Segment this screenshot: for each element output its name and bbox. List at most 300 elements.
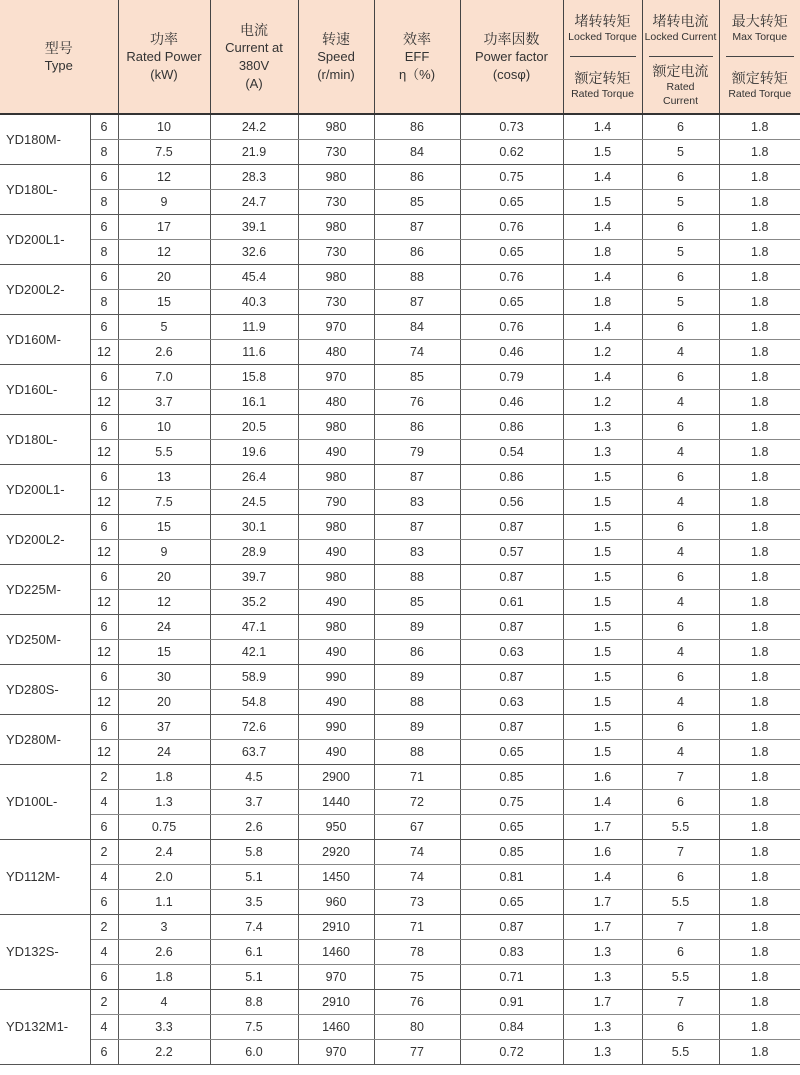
max-torque-ratio-cell: 1.8: [719, 389, 800, 414]
current-cell: 45.4: [210, 264, 298, 289]
model-cell: YD160M-: [0, 314, 90, 364]
power-factor-cell: 0.57: [460, 539, 563, 564]
max-torque-ratio-cell: 1.8: [719, 314, 800, 339]
table-row: [0, 814, 800, 839]
max-torque-ratio-cell: 1.8: [719, 289, 800, 314]
max-torque-ratio-cell: 1.8: [719, 164, 800, 189]
efficiency-cell: 67: [374, 814, 460, 839]
rated-power-cell: 12: [118, 164, 210, 189]
current-cell: 39.7: [210, 564, 298, 589]
speed-cell: 950: [298, 814, 374, 839]
speed-cell: 730: [298, 289, 374, 314]
power-factor-cell: 0.56: [460, 489, 563, 514]
max-torque-ratio-cell: 1.8: [719, 264, 800, 289]
current-cell: 30.1: [210, 514, 298, 539]
power-factor-cell: 0.84: [460, 1014, 563, 1039]
max-torque-ratio-cell: 1.8: [719, 114, 800, 139]
locked-torque-ratio-header: 堵转转矩 Locked Torque 额定转矩 Rated Torque: [563, 0, 642, 114]
efficiency-cell: 88: [374, 689, 460, 714]
locked-current-ratio-cell: 5: [642, 139, 719, 164]
poles-cell: 8: [90, 289, 118, 314]
max-torque-ratio-cell: 1.8: [719, 964, 800, 989]
poles-cell: 12: [90, 439, 118, 464]
power-factor-cell: 0.76: [460, 264, 563, 289]
locked-torque-ratio-cell: 1.3: [563, 939, 642, 964]
power-factor-cell: 0.87: [460, 714, 563, 739]
power-factor-cell: 0.72: [460, 1039, 563, 1064]
speed-cell: 1460: [298, 939, 374, 964]
max-torque-ratio-cell: 1.8: [719, 439, 800, 464]
speed-cell: 2900: [298, 764, 374, 789]
speed-cell: 490: [298, 589, 374, 614]
table-row: [0, 1039, 800, 1064]
efficiency-cell: 86: [374, 114, 460, 139]
power-factor-cell: 0.79: [460, 364, 563, 389]
model-cell: YD250M-: [0, 614, 90, 664]
current-cell: 3.5: [210, 889, 298, 914]
power-factor-cell: 0.75: [460, 164, 563, 189]
current-cell: 4.5: [210, 764, 298, 789]
rated-power-cell: 13: [118, 464, 210, 489]
efficiency-cell: 85: [374, 364, 460, 389]
locked-current-ratio-cell: 6: [642, 614, 719, 639]
locked-current-ratio-cell: 5.5: [642, 889, 719, 914]
current-cell: 63.7: [210, 739, 298, 764]
rated-power-cell: 1.1: [118, 889, 210, 914]
rated-power-cell: 0.75: [118, 814, 210, 839]
locked-current-ratio-cell: 6: [642, 564, 719, 589]
max-torque-ratio-cell: 1.8: [719, 514, 800, 539]
current-cell: 19.6: [210, 439, 298, 464]
max-torque-ratio-cell: 1.8: [719, 564, 800, 589]
table-row: [0, 664, 800, 689]
max-torque-ratio-cell: 1.8: [719, 914, 800, 939]
max-torque-ratio-cell: 1.8: [719, 189, 800, 214]
power-factor-cell: 0.65: [460, 239, 563, 264]
locked-current-ratio-cell: 7: [642, 914, 719, 939]
locked-current-ratio-cell: 6: [642, 514, 719, 539]
max-torque-ratio-cell: 1.8: [719, 939, 800, 964]
efficiency-cell: 76: [374, 989, 460, 1014]
power-factor-cell: 0.76: [460, 314, 563, 339]
poles-cell: 6: [90, 514, 118, 539]
locked-current-ratio-cell: 6: [642, 939, 719, 964]
speed-cell: 970: [298, 364, 374, 389]
table-row: [0, 489, 800, 514]
locked-torque-ratio-cell: 1.5: [563, 489, 642, 514]
current-cell: 11.6: [210, 339, 298, 364]
locked-torque-ratio-cell: 1.3: [563, 439, 642, 464]
power-factor-cell: 0.85: [460, 764, 563, 789]
rated-power-cell: 5.5: [118, 439, 210, 464]
speed-cell: 970: [298, 964, 374, 989]
locked-current-ratio-cell: 4: [642, 639, 719, 664]
locked-current-ratio-cell: 7: [642, 839, 719, 864]
speed-cell: 490: [298, 639, 374, 664]
efficiency-cell: 84: [374, 139, 460, 164]
poles-cell: 8: [90, 139, 118, 164]
power-factor-cell: 0.87: [460, 614, 563, 639]
poles-cell: 12: [90, 689, 118, 714]
locked-current-ratio-header: 堵转电流 Locked Current 额定电流 Rated Current: [642, 0, 719, 114]
efficiency-cell: 87: [374, 514, 460, 539]
power-factor-cell: 0.65: [460, 814, 563, 839]
max-torque-ratio-cell: 1.8: [719, 714, 800, 739]
locked-current-ratio-cell: 4: [642, 389, 719, 414]
current-cell: 58.9: [210, 664, 298, 689]
locked-current-ratio-cell: 6: [642, 1014, 719, 1039]
type-header: 型号 Type: [0, 0, 118, 114]
efficiency-cell: 88: [374, 564, 460, 589]
rated-power-cell: 24: [118, 614, 210, 639]
rated-power-cell: 12: [118, 589, 210, 614]
speed-cell: 730: [298, 139, 374, 164]
rated-power-cell: 5: [118, 314, 210, 339]
model-cell: YD132S-: [0, 914, 90, 989]
max-torque-ratio-header: 最大转矩 Max Torque 额定转矩 Rated Torque: [719, 0, 800, 114]
current-cell: 6.0: [210, 1039, 298, 1064]
locked-current-ratio-cell: 5.5: [642, 964, 719, 989]
speed-cell: 490: [298, 739, 374, 764]
table-row: [0, 989, 800, 1014]
current-cell: 2.6: [210, 814, 298, 839]
speed-cell: 990: [298, 664, 374, 689]
rated-power-cell: 20: [118, 564, 210, 589]
speed-cell: 990: [298, 714, 374, 739]
poles-cell: 6: [90, 114, 118, 139]
efficiency-cell: 72: [374, 789, 460, 814]
power-factor-cell: 0.86: [460, 464, 563, 489]
locked-current-ratio-cell: 4: [642, 489, 719, 514]
locked-current-ratio-cell: 6: [642, 414, 719, 439]
current-cell: 20.5: [210, 414, 298, 439]
poles-cell: 12: [90, 739, 118, 764]
poles-cell: 12: [90, 339, 118, 364]
speed-cell: 490: [298, 439, 374, 464]
power-factor-cell: 0.71: [460, 964, 563, 989]
locked-torque-ratio-cell: 1.5: [563, 589, 642, 614]
current-cell: 39.1: [210, 214, 298, 239]
model-cell: YD225M-: [0, 564, 90, 614]
max-torque-ratio-cell: 1.8: [719, 1014, 800, 1039]
efficiency-cell: 89: [374, 714, 460, 739]
locked-torque-ratio-cell: 1.2: [563, 389, 642, 414]
rated-power-cell: 7.0: [118, 364, 210, 389]
locked-torque-ratio-cell: 1.5: [563, 189, 642, 214]
speed-cell: 480: [298, 339, 374, 364]
table-row: [0, 1014, 800, 1039]
speed-cell: 730: [298, 189, 374, 214]
poles-cell: 6: [90, 214, 118, 239]
power-factor-cell: 0.87: [460, 664, 563, 689]
rated-power-cell: 20: [118, 264, 210, 289]
locked-current-ratio-cell: 4: [642, 339, 719, 364]
efficiency-header: 效率 EFF η（%): [374, 0, 460, 114]
speed-cell: 2910: [298, 989, 374, 1014]
power-factor-cell: 0.91: [460, 989, 563, 1014]
locked-current-ratio-cell: 6: [642, 464, 719, 489]
table-row: [0, 939, 800, 964]
locked-current-ratio-cell: 5: [642, 239, 719, 264]
efficiency-cell: 89: [374, 664, 460, 689]
locked-torque-ratio-cell: 1.5: [563, 564, 642, 589]
rated-power-cell: 1.8: [118, 764, 210, 789]
model-cell: YD180L-: [0, 414, 90, 464]
efficiency-cell: 73: [374, 889, 460, 914]
max-torque-ratio-cell: 1.8: [719, 539, 800, 564]
table-row: [0, 864, 800, 889]
locked-torque-ratio-cell: 1.3: [563, 1014, 642, 1039]
locked-torque-ratio-cell: 1.4: [563, 864, 642, 889]
speed-cell: 980: [298, 214, 374, 239]
locked-current-ratio-cell: 4: [642, 539, 719, 564]
current-cell: 32.6: [210, 239, 298, 264]
locked-current-ratio-cell: 6: [642, 714, 719, 739]
max-torque-ratio-cell: 1.8: [719, 364, 800, 389]
current-cell: 21.9: [210, 139, 298, 164]
table-row: [0, 239, 800, 264]
table-row: [0, 389, 800, 414]
locked-torque-ratio-cell: 1.7: [563, 814, 642, 839]
current-cell: 54.8: [210, 689, 298, 714]
table-row: [0, 289, 800, 314]
table-row: [0, 839, 800, 864]
rated-power-cell: 2.6: [118, 339, 210, 364]
locked-torque-ratio-cell: 1.8: [563, 239, 642, 264]
efficiency-cell: 80: [374, 1014, 460, 1039]
table-row: [0, 739, 800, 764]
power-factor-cell: 0.61: [460, 589, 563, 614]
poles-cell: 6: [90, 264, 118, 289]
max-torque-ratio-cell: 1.8: [719, 739, 800, 764]
locked-current-ratio-cell: 5.5: [642, 814, 719, 839]
table-row: [0, 564, 800, 589]
locked-current-ratio-cell: 6: [642, 364, 719, 389]
power-factor-cell: 0.63: [460, 689, 563, 714]
rated-power-cell: 15: [118, 639, 210, 664]
power-factor-cell: 0.62: [460, 139, 563, 164]
locked-current-ratio-cell: 6: [642, 264, 719, 289]
locked-torque-ratio-cell: 1.4: [563, 364, 642, 389]
max-torque-ratio-cell: 1.8: [719, 214, 800, 239]
table-row: [0, 514, 800, 539]
speed-cell: 980: [298, 114, 374, 139]
model-cell: YD200L1-: [0, 464, 90, 514]
poles-cell: 12: [90, 589, 118, 614]
poles-cell: 4: [90, 789, 118, 814]
poles-cell: 6: [90, 714, 118, 739]
poles-cell: 12: [90, 639, 118, 664]
model-cell: YD200L2-: [0, 514, 90, 564]
poles-cell: 6: [90, 614, 118, 639]
power-factor-cell: 0.46: [460, 389, 563, 414]
speed-cell: 980: [298, 514, 374, 539]
model-cell: YD112M-: [0, 839, 90, 914]
power-factor-cell: 0.87: [460, 914, 563, 939]
table-row: [0, 764, 800, 789]
efficiency-cell: 74: [374, 339, 460, 364]
power-factor-cell: 0.65: [460, 189, 563, 214]
rated-power-cell: 1.3: [118, 789, 210, 814]
rated-power-cell: 3.3: [118, 1014, 210, 1039]
rated-power-cell: 2.6: [118, 939, 210, 964]
locked-torque-ratio-cell: 1.8: [563, 289, 642, 314]
locked-torque-ratio-cell: 1.2: [563, 339, 642, 364]
locked-torque-ratio-cell: 1.4: [563, 314, 642, 339]
poles-cell: 6: [90, 1039, 118, 1064]
model-cell: YD180L-: [0, 164, 90, 214]
header-row: [0, 0, 800, 114]
efficiency-cell: 85: [374, 189, 460, 214]
locked-current-ratio-cell: 5: [642, 189, 719, 214]
poles-cell: 6: [90, 964, 118, 989]
speed-cell: 2920: [298, 839, 374, 864]
max-torque-ratio-cell: 1.8: [719, 989, 800, 1014]
rated-power-cell: 3: [118, 914, 210, 939]
current-cell: 28.9: [210, 539, 298, 564]
table-row: [0, 164, 800, 189]
current-cell: 35.2: [210, 589, 298, 614]
rated-power-cell: 2.0: [118, 864, 210, 889]
poles-cell: 4: [90, 939, 118, 964]
locked-torque-ratio-cell: 1.4: [563, 164, 642, 189]
power-factor-cell: 0.81: [460, 864, 563, 889]
locked-current-ratio-cell: 4: [642, 739, 719, 764]
speed-cell: 1450: [298, 864, 374, 889]
locked-torque-ratio-cell: 1.5: [563, 689, 642, 714]
table-row: [0, 139, 800, 164]
locked-current-ratio-cell: 4: [642, 589, 719, 614]
efficiency-cell: 87: [374, 464, 460, 489]
locked-current-ratio-cell: 6: [642, 314, 719, 339]
max-torque-ratio-cell: 1.8: [719, 864, 800, 889]
table-row: [0, 689, 800, 714]
locked-torque-ratio-cell: 1.7: [563, 914, 642, 939]
current-cell: 28.3: [210, 164, 298, 189]
rated-power-cell: 3.7: [118, 389, 210, 414]
speed-cell: 970: [298, 1039, 374, 1064]
poles-cell: 2: [90, 989, 118, 1014]
table-row: [0, 339, 800, 364]
table-row: [0, 914, 800, 939]
efficiency-cell: 77: [374, 1039, 460, 1064]
efficiency-cell: 74: [374, 839, 460, 864]
locked-torque-ratio-cell: 1.4: [563, 114, 642, 139]
locked-current-ratio-cell: 6: [642, 214, 719, 239]
poles-cell: 6: [90, 314, 118, 339]
max-torque-ratio-cell: 1.8: [719, 839, 800, 864]
locked-current-ratio-cell: 5.5: [642, 1039, 719, 1064]
speed-cell: 790: [298, 489, 374, 514]
power-factor-cell: 0.86: [460, 414, 563, 439]
speed-cell: 980: [298, 614, 374, 639]
power-factor-header: 功率因数 Power factor (cosφ): [460, 0, 563, 114]
efficiency-cell: 76: [374, 389, 460, 414]
max-torque-ratio-cell: 1.8: [719, 689, 800, 714]
speed-cell: 730: [298, 239, 374, 264]
efficiency-cell: 74: [374, 864, 460, 889]
model-cell: YD180M-: [0, 114, 90, 164]
poles-cell: 6: [90, 664, 118, 689]
poles-cell: 6: [90, 564, 118, 589]
locked-current-ratio-cell: 6: [642, 164, 719, 189]
current-cell: 8.8: [210, 989, 298, 1014]
speed-cell: 1440: [298, 789, 374, 814]
power-factor-cell: 0.46: [460, 339, 563, 364]
efficiency-cell: 87: [374, 214, 460, 239]
table-row: [0, 414, 800, 439]
max-torque-ratio-cell: 1.8: [719, 789, 800, 814]
rated-power-cell: 7.5: [118, 489, 210, 514]
max-torque-ratio-cell: 1.8: [719, 639, 800, 664]
power-factor-cell: 0.54: [460, 439, 563, 464]
power-header: 功率 Rated Power (kW): [118, 0, 210, 114]
rated-power-cell: 1.8: [118, 964, 210, 989]
locked-torque-ratio-cell: 1.6: [563, 764, 642, 789]
power-factor-cell: 0.87: [460, 514, 563, 539]
power-factor-cell: 0.76: [460, 214, 563, 239]
poles-cell: 2: [90, 764, 118, 789]
current-cell: 5.1: [210, 864, 298, 889]
current-cell: 16.1: [210, 389, 298, 414]
current-cell: 47.1: [210, 614, 298, 639]
table-row: [0, 539, 800, 564]
locked-torque-ratio-cell: 1.5: [563, 514, 642, 539]
rated-power-cell: 15: [118, 289, 210, 314]
locked-torque-ratio-cell: 1.3: [563, 964, 642, 989]
power-factor-cell: 0.65: [460, 289, 563, 314]
speed-cell: 960: [298, 889, 374, 914]
rated-power-cell: 12: [118, 239, 210, 264]
locked-current-ratio-cell: 4: [642, 439, 719, 464]
table-row: [0, 789, 800, 814]
current-cell: 24.2: [210, 114, 298, 139]
efficiency-cell: 71: [374, 914, 460, 939]
max-torque-ratio-cell: 1.8: [719, 889, 800, 914]
poles-cell: 2: [90, 839, 118, 864]
poles-cell: 12: [90, 539, 118, 564]
max-torque-ratio-cell: 1.8: [719, 814, 800, 839]
efficiency-cell: 78: [374, 939, 460, 964]
locked-current-ratio-cell: 5: [642, 289, 719, 314]
max-torque-ratio-cell: 1.8: [719, 614, 800, 639]
locked-torque-ratio-cell: 1.5: [563, 139, 642, 164]
speed-cell: 480: [298, 389, 374, 414]
max-torque-ratio-cell: 1.8: [719, 339, 800, 364]
poles-cell: 4: [90, 864, 118, 889]
model-cell: YD132M1-: [0, 989, 90, 1064]
rated-power-cell: 30: [118, 664, 210, 689]
current-cell: 24.5: [210, 489, 298, 514]
efficiency-cell: 75: [374, 964, 460, 989]
current-cell: 5.8: [210, 839, 298, 864]
efficiency-cell: 83: [374, 539, 460, 564]
rated-power-cell: 10: [118, 114, 210, 139]
current-header: 电流 Current at 380V (A): [210, 0, 298, 114]
efficiency-cell: 86: [374, 414, 460, 439]
max-torque-ratio-cell: 1.8: [719, 664, 800, 689]
model-cell: YD280S-: [0, 664, 90, 714]
table-row: [0, 714, 800, 739]
table-row: [0, 114, 800, 139]
speed-cell: 490: [298, 689, 374, 714]
speed-cell: 980: [298, 564, 374, 589]
current-cell: 42.1: [210, 639, 298, 664]
current-cell: 24.7: [210, 189, 298, 214]
model-cell: YD100L-: [0, 764, 90, 839]
poles-cell: 6: [90, 464, 118, 489]
locked-torque-ratio-cell: 1.6: [563, 839, 642, 864]
